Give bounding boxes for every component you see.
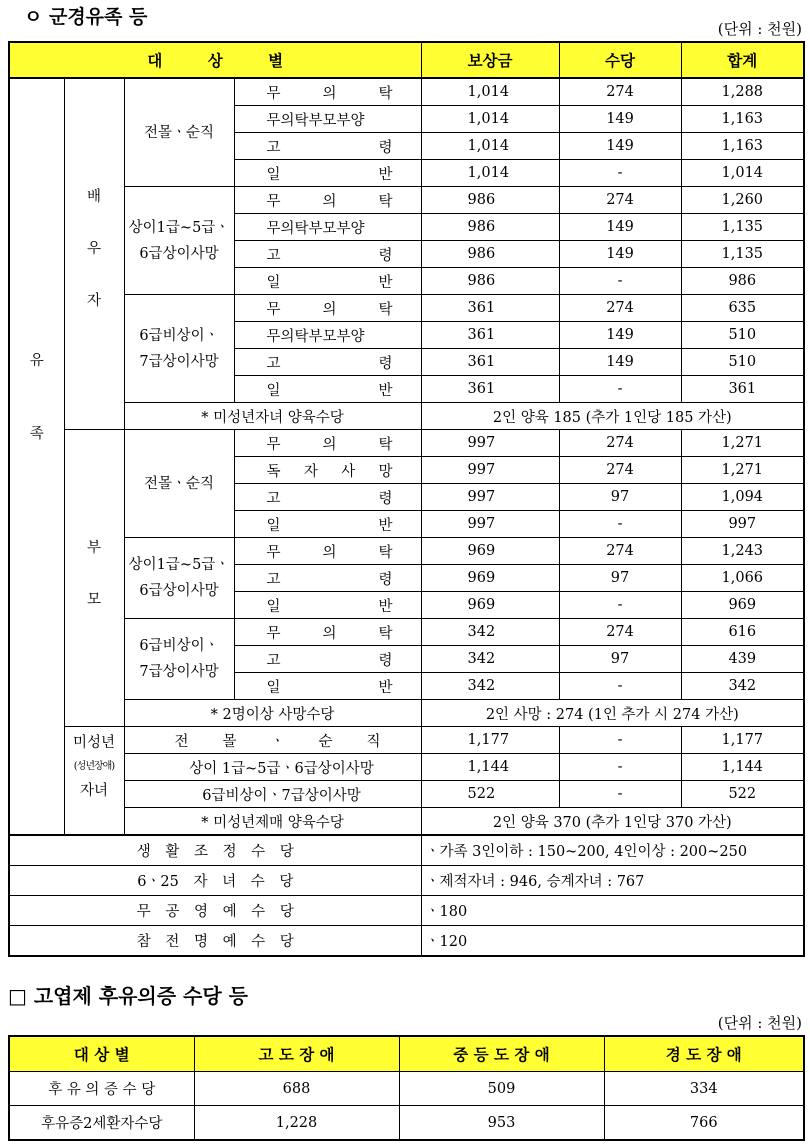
allowance-cell: 149	[559, 349, 681, 376]
type-cell: 일 반	[234, 376, 421, 403]
table-row	[9, 808, 804, 836]
table-row	[9, 1072, 804, 1106]
total-cell: 522	[681, 781, 804, 808]
veterans-family-table	[8, 41, 805, 957]
compensation-cell: 969	[421, 565, 559, 592]
block-label-line: 전몰ㆍ순직	[143, 124, 215, 141]
table-row	[9, 403, 804, 430]
header-cell: 고 도 장 애	[194, 1036, 399, 1072]
total-cell: 342	[681, 673, 804, 700]
type-cell: 일 반	[234, 673, 421, 700]
total-cell: 1,271	[681, 457, 804, 484]
compensation-cell: 986	[421, 241, 559, 268]
table-row	[9, 187, 804, 214]
table-row	[9, 781, 804, 808]
block-label	[124, 78, 234, 187]
type-cell: 무 의 탁	[234, 538, 421, 565]
table-row	[9, 78, 804, 106]
header-allowance: 수당	[559, 42, 681, 78]
severe-value: 1,228	[194, 1106, 399, 1141]
total-cell: 510	[681, 322, 804, 349]
type-cell: 6급비상이ㆍ7급상이사망	[124, 781, 421, 808]
block-label	[124, 430, 234, 538]
total-cell: 361	[681, 376, 804, 403]
compensation-cell: 997	[421, 430, 559, 457]
total-cell: 1,135	[681, 241, 804, 268]
type-cell: 일 반	[234, 511, 421, 538]
allowance-cell: -	[559, 268, 681, 295]
compensation-cell: 522	[421, 781, 559, 808]
header-cell: 대 상 별	[9, 1036, 194, 1072]
total-cell: 439	[681, 646, 804, 673]
compensation-cell: 1,014	[421, 160, 559, 187]
header-category: 대 상 별	[9, 42, 421, 78]
block-label-line: 6급비상이ㆍ	[139, 638, 219, 654]
row-label: 후유증2세환자수당	[9, 1106, 194, 1141]
total-cell: 1,243	[681, 538, 804, 565]
compensation-cell: 1,177	[421, 727, 559, 754]
compensation-cell: 361	[421, 376, 559, 403]
compensation-cell: 1,014	[421, 133, 559, 160]
compensation-cell: 342	[421, 673, 559, 700]
type-cell: 무 의 탁	[234, 430, 421, 457]
type-cell: 무 의 탁	[234, 295, 421, 322]
table-row	[9, 1036, 804, 1072]
group-char: 유	[29, 353, 44, 369]
total-cell: 1,163	[681, 133, 804, 160]
block-label-line: 전몰ㆍ순직	[143, 475, 215, 492]
block-label-line: 7급상이사망	[139, 353, 219, 370]
allowance-cell: -	[559, 592, 681, 619]
minor-label-mid: (성년장애)	[73, 761, 115, 772]
total-cell: 1,014	[681, 160, 804, 187]
compensation-cell: 986	[421, 268, 559, 295]
table-row	[9, 538, 804, 565]
allowance-cell: -	[559, 781, 681, 808]
allowance-cell: -	[559, 160, 681, 187]
block-label-line: 상이1급~5급ㆍ	[128, 557, 230, 573]
compensation-cell: 997	[421, 484, 559, 511]
type-cell: 일 반	[234, 268, 421, 295]
type-cell: 무 의 탁	[234, 78, 421, 106]
type-cell: 독 자 사 망	[234, 457, 421, 484]
allowance-type-value: ㆍ180	[421, 896, 804, 926]
group-char: 족	[29, 426, 44, 442]
compensation-cell: 986	[421, 214, 559, 241]
allowance-cell: 149	[559, 241, 681, 268]
minor-children-label	[64, 727, 124, 836]
table-row	[9, 835, 804, 866]
extra-label: * 미성년제매 양육수당	[124, 808, 421, 836]
compensation-cell: 361	[421, 295, 559, 322]
total-cell: 1,271	[681, 430, 804, 457]
extra-label: * 미성년자녀 양육수당	[124, 403, 421, 430]
table-row	[9, 754, 804, 781]
block-label-line: 6급상이사망	[139, 583, 219, 599]
type-cell: 고 령	[234, 565, 421, 592]
section2-unit: (단위 : 천원)	[717, 1014, 802, 1032]
total-cell: 1,260	[681, 187, 804, 214]
allowance-cell: 274	[559, 538, 681, 565]
compensation-cell: 342	[421, 619, 559, 646]
section1-title: ㅇ 군경유족 등	[24, 6, 148, 28]
allowance-cell: -	[559, 727, 681, 754]
table-row	[9, 430, 804, 457]
moderate-value: 953	[399, 1106, 604, 1141]
block-label-line: 6급상이사망	[139, 245, 219, 262]
block-label-line: 7급상이사망	[139, 664, 219, 680]
block-label	[124, 538, 234, 619]
type-cell: 고 령	[234, 133, 421, 160]
agent-orange-table	[8, 1035, 805, 1141]
compensation-cell: 997	[421, 511, 559, 538]
extra-value: 2인 양육 370 (추가 1인당 370 가산)	[421, 808, 804, 836]
compensation-cell: 1,014	[421, 78, 559, 106]
allowance-cell: 97	[559, 646, 681, 673]
allowance-cell: 274	[559, 619, 681, 646]
vertical-label-char: 자	[86, 293, 101, 309]
allowance-cell: 149	[559, 106, 681, 133]
allowance-cell: 274	[559, 430, 681, 457]
type-cell: 전 몰 ㆍ 순 직	[124, 727, 421, 754]
table-row	[9, 866, 804, 896]
block-label-line: 6급비상이ㆍ	[139, 327, 219, 344]
type-cell: 상이 1급~5급ㆍ6급상이사망	[124, 754, 421, 781]
type-cell: 무의탁부모부양	[234, 214, 421, 241]
allowance-type-value: ㆍ가족 3인이하 : 150~200, 4인이상 : 200~250	[421, 835, 804, 866]
compensation-cell: 1,014	[421, 106, 559, 133]
subgroup-label	[64, 430, 124, 727]
header-cell: 중 등 도 장 애	[399, 1036, 604, 1072]
total-cell: 616	[681, 619, 804, 646]
total-cell: 1,144	[681, 754, 804, 781]
total-cell: 1,094	[681, 484, 804, 511]
type-cell: 무 의 탁	[234, 619, 421, 646]
extra-value: 2인 사망 : 274 (1인 추가 시 274 가산)	[421, 700, 804, 727]
compensation-cell: 1,144	[421, 754, 559, 781]
table-row	[9, 1106, 804, 1141]
moderate-value: 509	[399, 1072, 604, 1106]
allowance-type-value: ㆍ120	[421, 926, 804, 957]
total-cell: 1,135	[681, 214, 804, 241]
total-cell: 997	[681, 511, 804, 538]
total-cell: 1,177	[681, 727, 804, 754]
extra-label: * 2명이상 사망수당	[124, 700, 421, 727]
block-label	[124, 295, 234, 403]
compensation-cell: 986	[421, 187, 559, 214]
total-cell: 986	[681, 268, 804, 295]
allowance-cell: 274	[559, 457, 681, 484]
total-cell: 969	[681, 592, 804, 619]
table-row	[9, 896, 804, 926]
group-label-family	[9, 78, 64, 835]
type-cell: 고 령	[234, 646, 421, 673]
total-cell: 1,066	[681, 565, 804, 592]
allowance-cell: 97	[559, 565, 681, 592]
header-cell: 경 도 장 애	[604, 1036, 804, 1072]
table-row	[9, 42, 804, 78]
allowance-cell: 274	[559, 187, 681, 214]
compensation-cell: 969	[421, 592, 559, 619]
allowance-cell: -	[559, 754, 681, 781]
minor-label-top: 미성년	[72, 735, 116, 751]
type-cell: 고 령	[234, 484, 421, 511]
type-cell: 고 령	[234, 349, 421, 376]
block-label-line: 상이1급~5급ㆍ	[128, 219, 230, 236]
type-cell: 고 령	[234, 241, 421, 268]
section1-unit: (단위 : 천원)	[717, 20, 802, 38]
allowance-type-value: ㆍ제적자녀 : 946, 승계자녀 : 767	[421, 866, 804, 896]
allowance-type-label: 무 공 영 예 수 당	[9, 896, 421, 926]
allowance-cell: 97	[559, 484, 681, 511]
vertical-label-char: 우	[86, 241, 101, 257]
type-cell: 무의탁부모부양	[234, 106, 421, 133]
mild-value: 766	[604, 1106, 804, 1141]
type-cell: 무의탁부모부양	[234, 322, 421, 349]
block-label	[124, 619, 234, 700]
total-cell: 510	[681, 349, 804, 376]
minor-label-bottom: 자녀	[79, 783, 108, 799]
header-total: 합계	[681, 42, 804, 78]
header-compensation: 보상금	[421, 42, 559, 78]
vertical-label-char: 부	[86, 540, 101, 556]
allowance-cell: 149	[559, 133, 681, 160]
table-row	[9, 700, 804, 727]
allowance-type-label: 생 활 조 정 수 당	[9, 835, 421, 866]
allowance-cell: 274	[559, 78, 681, 106]
allowance-cell: 149	[559, 322, 681, 349]
section2-title: □ 고엽제 후유의증 수당 등	[8, 984, 248, 1008]
allowance-type-label: 참 전 명 예 수 당	[9, 926, 421, 957]
allowance-cell: 149	[559, 214, 681, 241]
compensation-cell: 969	[421, 538, 559, 565]
allowance-type-label: 6ㆍ25 자 녀 수 당	[9, 866, 421, 896]
table-row	[9, 727, 804, 754]
type-cell: 무 의 탁	[234, 187, 421, 214]
table-row	[9, 619, 804, 646]
allowance-cell: -	[559, 511, 681, 538]
allowance-cell: -	[559, 376, 681, 403]
type-cell: 일 반	[234, 160, 421, 187]
vertical-label-char: 모	[86, 592, 101, 608]
compensation-cell: 361	[421, 322, 559, 349]
allowance-cell: 274	[559, 295, 681, 322]
compensation-cell: 361	[421, 349, 559, 376]
extra-value: 2인 양육 185 (추가 1인당 185 가산)	[421, 403, 804, 430]
vertical-label-char: 배	[86, 189, 101, 205]
block-label	[124, 187, 234, 295]
table-row	[9, 295, 804, 322]
type-cell: 일 반	[234, 592, 421, 619]
compensation-cell: 342	[421, 646, 559, 673]
row-label: 후 유 의 증 수 당	[9, 1072, 194, 1106]
total-cell: 1,288	[681, 78, 804, 106]
total-cell: 635	[681, 295, 804, 322]
allowance-cell: -	[559, 673, 681, 700]
table-row	[9, 926, 804, 957]
compensation-cell: 997	[421, 457, 559, 484]
severe-value: 688	[194, 1072, 399, 1106]
subgroup-label	[64, 78, 124, 430]
mild-value: 334	[604, 1072, 804, 1106]
total-cell: 1,163	[681, 106, 804, 133]
